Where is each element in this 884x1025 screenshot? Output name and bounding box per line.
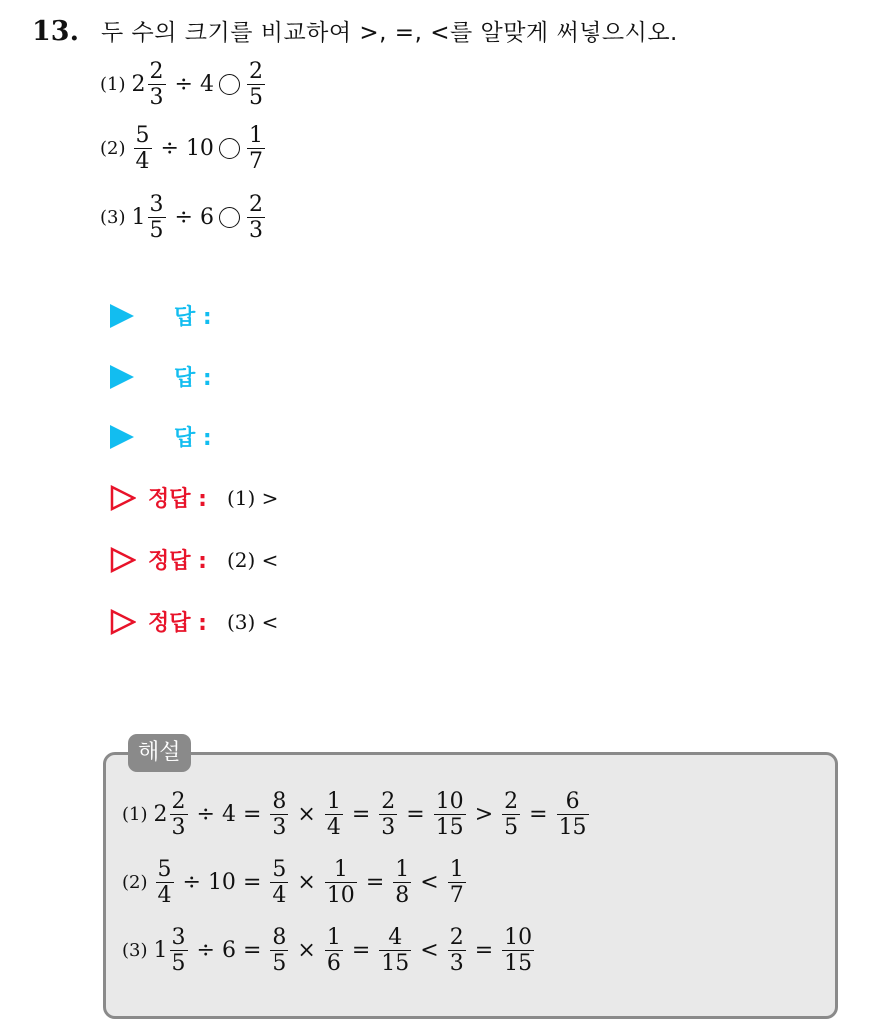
solution-tag: 해설 [128,734,191,772]
answer-label: 답 : [174,426,212,451]
fraction: $\frac{2}{3}$ [171,789,186,841]
divisor: 6 [221,938,236,964]
problem-1 [100,60,267,109]
less-than-sign: < [420,870,439,896]
correct-label: 정답 : [148,549,207,574]
answer-label: 답 : [174,305,212,330]
fraction: $\frac{4}{15}$ [381,925,410,977]
equals-sign: = [365,870,385,896]
fraction: $\frac{1}{6}$ [326,925,341,977]
equals-sign: = [529,802,548,828]
question-text: 두 수의 크기를 비교하여 >, =, <를 알맞게 써넣으시오. [100,20,678,46]
fraction: $\frac{2}{3}$ [381,789,396,841]
equals-sign: = [406,802,425,828]
mixed-whole: 1 [153,938,168,964]
fraction: $\frac{1}{7}$ [248,123,263,175]
equals-sign: = [242,938,262,964]
filled-triangle-icon [110,365,134,389]
divide-sign: ÷ [160,136,179,162]
equals-sign: = [242,802,262,828]
fraction: $\frac{1}{7}$ [449,857,464,909]
fraction: $\frac{2}{3}$ [149,59,164,111]
answer-row-1 [110,300,212,331]
fraction: $\frac{2}{3}$ [449,925,464,977]
outlined-triangle-icon [110,485,136,511]
correct-label: 정답 : [148,611,207,636]
comparison-blank-circle[interactable] [219,207,240,228]
outlined-triangle-icon [110,609,136,635]
comparison-blank-circle[interactable] [219,138,240,159]
divide-sign: ÷ [174,72,193,98]
fraction: $\frac{1}{4}$ [326,789,341,841]
problem-label: (2) [100,138,126,160]
fraction: $\frac{10}{15}$ [504,925,533,977]
solution-label: (2) [122,872,148,894]
times-sign: × [297,802,316,828]
solution-line-3 [122,926,536,975]
fraction: $\frac{2}{3}$ [248,192,263,244]
fraction: $\frac{8}{3}$ [272,789,287,841]
mixed-whole: 1 [131,205,146,231]
equals-sign: = [474,938,494,964]
fraction: $\frac{5}{4}$ [157,857,172,909]
divide-sign: ÷ [182,870,201,896]
greater-than-sign: > [474,802,494,828]
correct-label: 정답 : [148,487,207,512]
answer-row-3 [110,421,212,452]
divisor: 10 [185,136,214,162]
fraction: $\frac{5}{4}$ [272,857,287,909]
answer-row-2 [110,361,212,392]
problem-2 [100,124,267,173]
divide-sign: ÷ [174,205,193,231]
solution-line-2 [122,858,468,907]
comparison-blank-circle[interactable] [219,74,240,95]
fraction: $\frac{1}{10}$ [326,857,355,909]
times-sign: × [297,870,316,896]
divisor: 10 [207,870,236,896]
problem-label: (3) [100,207,126,229]
solution-label: (3) [122,940,148,962]
fraction: $\frac{3}{5}$ [149,192,164,244]
correct-value: (3) < [226,609,279,634]
fraction: $\frac{2}{5}$ [248,59,263,111]
filled-triangle-icon [110,304,134,328]
less-than-sign: < [420,938,439,964]
problem-label: (1) [100,74,126,96]
fraction: $\frac{5}{4}$ [135,123,150,175]
filled-triangle-icon [110,425,134,449]
solution-line-1 [122,790,591,839]
divide-sign: ÷ [196,938,215,964]
problem-3 [100,193,267,242]
equals-sign: = [242,870,262,896]
divisor: 4 [221,802,236,828]
mixed-whole: 2 [131,72,146,98]
equals-sign: = [351,802,371,828]
fraction: $\frac{10}{15}$ [435,789,464,841]
divisor: 4 [199,72,214,98]
fraction: $\frac{2}{5}$ [504,789,519,841]
correct-answer-row-1 [110,482,278,513]
fraction: $\frac{1}{8}$ [395,857,410,909]
answer-label: 답 : [174,366,212,391]
fraction: $\frac{8}{5}$ [272,925,287,977]
fraction: $\frac{6}{15}$ [558,789,587,841]
solution-label: (1) [122,804,148,826]
outlined-triangle-icon [110,547,136,573]
correct-value: (2) < [226,547,279,572]
question-header [32,14,678,47]
correct-answer-row-2 [110,544,278,575]
divisor: 6 [199,205,214,231]
equals-sign: = [351,938,371,964]
fraction: $\frac{3}{5}$ [171,925,186,977]
divide-sign: ÷ [196,802,215,828]
correct-answer-row-3 [110,606,278,637]
times-sign: × [297,938,316,964]
mixed-whole: 2 [153,802,168,828]
correct-value: (1) > [226,485,279,510]
question-number: 13. [32,16,79,47]
